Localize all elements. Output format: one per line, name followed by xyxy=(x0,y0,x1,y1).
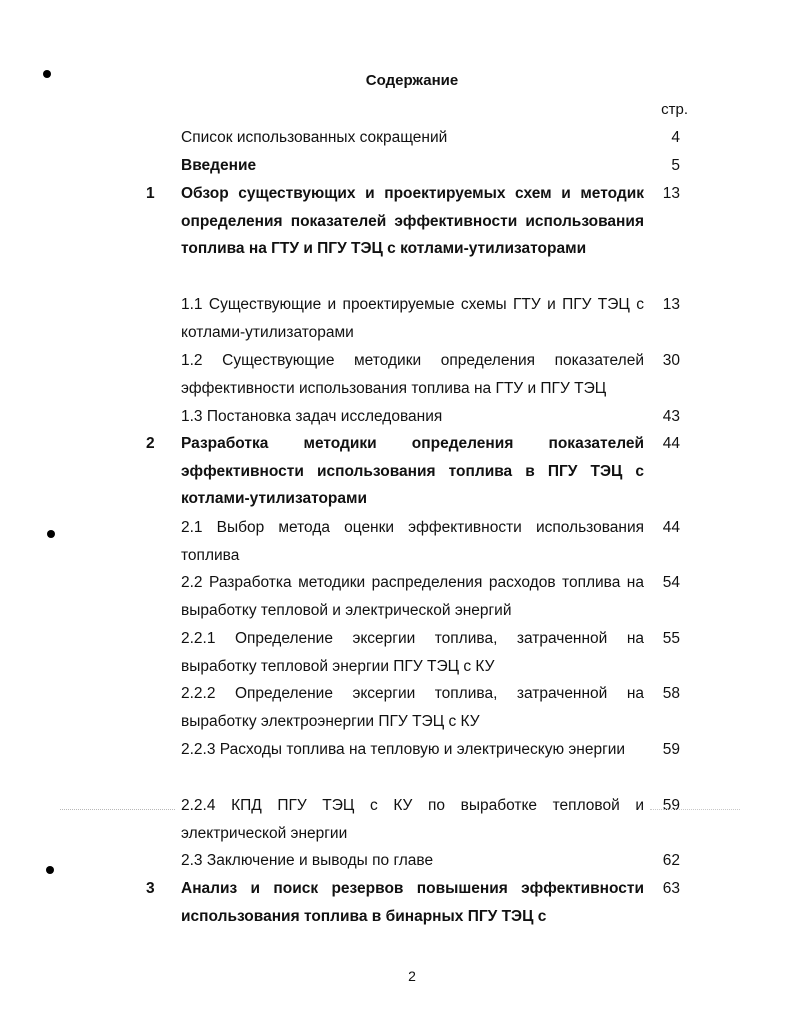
toc-entry-title: 2.2 Разработка методики распределения расходов топлива на выработку тепловой и электрической энергий xyxy=(181,574,644,619)
toc-entry-page: 5 xyxy=(671,157,680,174)
toc-entry-title: Анализ и поиск резервов повышения эффективности использования топлива в бинарных ПГУ ТЭЦ с xyxy=(181,880,644,925)
toc-entry-number: 2 xyxy=(146,435,155,452)
toc-entry-title: 2.3 Заключение и выводы по главе xyxy=(181,852,434,869)
scan-artifact-dot xyxy=(43,70,51,78)
page-number: 2 xyxy=(408,968,416,984)
toc-entry-title: Разработка методики определения показателей эффективности использования топлива в ПГУ ТЭЦ с котлами-утилизаторами xyxy=(181,435,644,508)
toc-entry-title: 2.2.2 Определение эксергии топлива, затраченной на выработку электроэнергии ПГУ ТЭЦ с КУ xyxy=(181,685,644,730)
toc-entry-page: 59 xyxy=(662,797,680,814)
toc-entry-number: 1 xyxy=(146,185,155,202)
toc-entry-title: Введение xyxy=(181,157,257,174)
toc-entry-number: 3 xyxy=(146,880,155,897)
page-column-header: стр. xyxy=(661,101,688,118)
toc-entry-title: 2.1 Выбор метода оценки эффективности использования топлива xyxy=(181,519,644,564)
toc-entry-page: 63 xyxy=(662,880,680,897)
toc-entry-page: 59 xyxy=(662,741,680,758)
toc-entry-page: 44 xyxy=(662,435,680,452)
scan-artifact-dot xyxy=(47,530,55,538)
toc-entry-title: 1.2 Существующие методики определения показателей эффективности использования топлива на ГТУ и ПГУ ТЭЦ xyxy=(181,352,644,397)
scan-artifact-line xyxy=(60,809,175,810)
toc-entry-title: 1.3 Постановка задач исследования xyxy=(181,408,443,425)
toc-entry-page: 30 xyxy=(662,352,680,369)
toc-entry-title: 2.2.3 Расходы топлива на тепловую и электрическую энергии xyxy=(181,741,626,758)
toc-entry-page: 58 xyxy=(662,685,680,702)
toc-entry-title: Список использованных сокращений xyxy=(181,129,448,146)
toc-entry-page: 4 xyxy=(671,129,680,146)
toc-entry-title: 1.1 Существующие и проектируемые схемы ГТУ и ПГУ ТЭЦ с котлами-утилизаторами xyxy=(181,296,644,341)
scan-artifact-dot xyxy=(46,866,54,874)
toc-entry-page: 44 xyxy=(662,519,680,536)
toc-entry-page: 13 xyxy=(662,296,680,313)
toc-entry-page: 13 xyxy=(662,185,680,202)
toc-entry-page: 54 xyxy=(662,574,680,591)
page-title: Содержание xyxy=(365,72,459,89)
scan-artifact-line xyxy=(650,809,740,810)
toc-entry-title: Обзор существующих и проектируемых схем и методик определения показателей эффективности использования топлива на ГТУ и ПГУ ТЭЦ с котлами-утилизаторами xyxy=(181,185,644,258)
toc-entry-title: 2.2.4 КПД ПГУ ТЭЦ с КУ по выработке тепловой и электрической энергии xyxy=(181,797,644,842)
toc-entry-page: 62 xyxy=(662,852,680,869)
toc-entry-title: 2.2.1 Определение эксергии топлива, затраченной на выработку тепловой энергии ПГУ ТЭЦ с КУ xyxy=(181,630,644,675)
toc-entry-page: 55 xyxy=(662,630,680,647)
toc-entry-page: 43 xyxy=(662,408,680,425)
